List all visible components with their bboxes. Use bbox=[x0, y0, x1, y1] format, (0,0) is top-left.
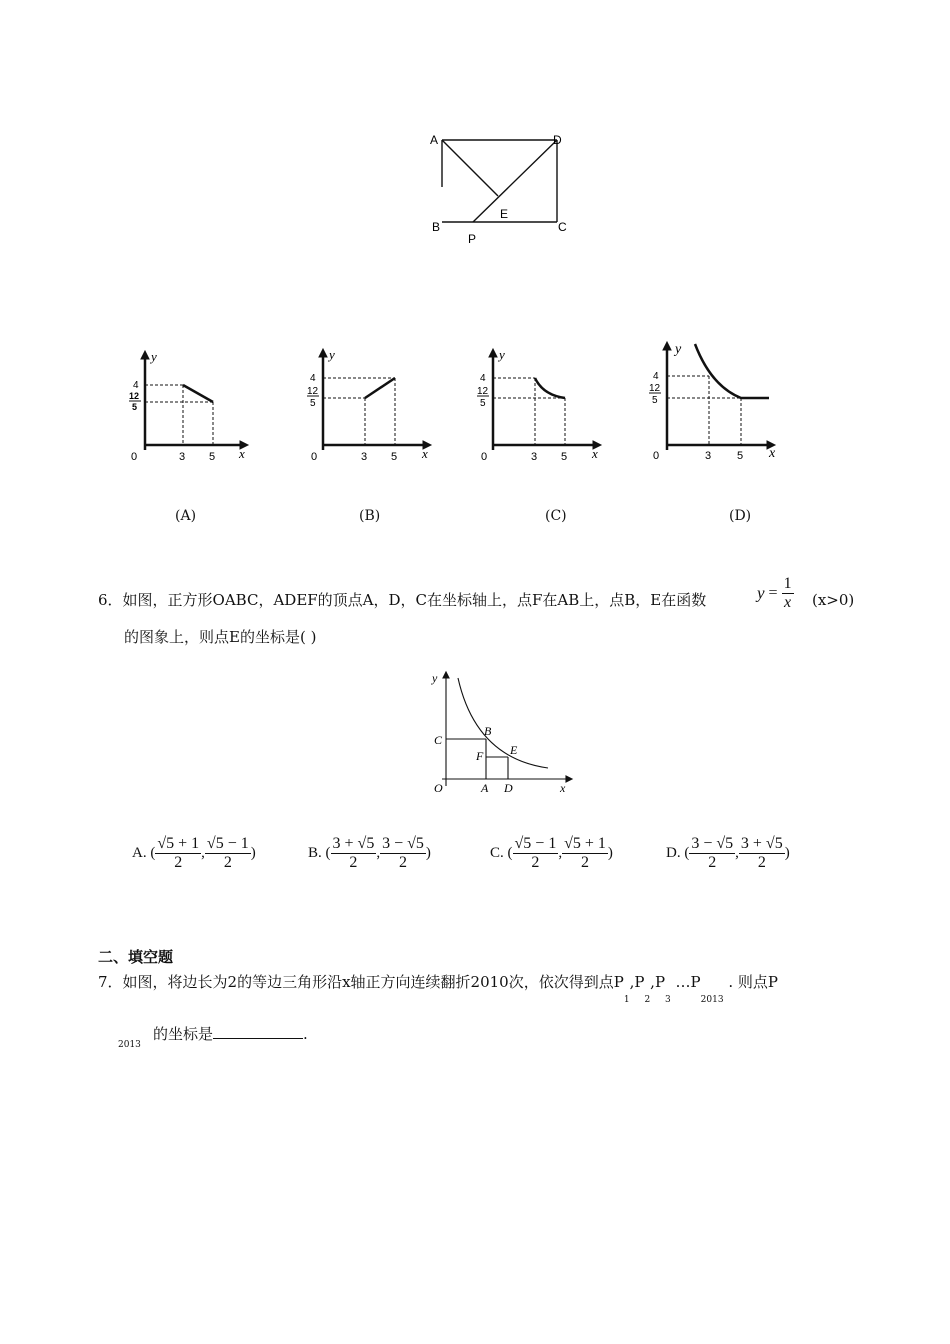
svg-text:0: 0 bbox=[131, 451, 138, 463]
graph-tag-a: (A) bbox=[175, 508, 197, 524]
q6-option-d[interactable]: D. ( $\frac{3 - √5}{2}$ , $\frac{3 + √5}{2}$ ) bbox=[666, 835, 790, 871]
label-C: C bbox=[558, 220, 567, 234]
q6-function: y = $\frac{1}{x}$ bbox=[757, 575, 792, 611]
q6-option-a[interactable]: A. ( $\frac{√5 + 1}{2}$ , $\frac{√5 - 1}{2}$ ) bbox=[132, 835, 256, 871]
svg-text:F: F bbox=[476, 749, 484, 763]
svg-text:5: 5 bbox=[391, 451, 398, 463]
svg-text:y: y bbox=[151, 349, 157, 364]
q6-line1: 6．如图，正方形OABC，ADEF的顶点A，D，C在坐标轴上，点F在AB上，点B，E在函数 bbox=[98, 591, 707, 609]
svg-text:4: 4 bbox=[653, 371, 659, 382]
svg-text:y: y bbox=[432, 671, 438, 685]
svg-text:4: 4 bbox=[480, 373, 486, 384]
q6-option-b[interactable]: B. ( $\frac{3 + √5}{2}$ , $\frac{3 - √5}{2}$ ) bbox=[308, 835, 431, 871]
q7-sub-2013: 2013 bbox=[118, 1040, 141, 1050]
svg-text:x: x bbox=[560, 781, 566, 795]
svg-text:x: x bbox=[239, 446, 245, 461]
svg-text:5: 5 bbox=[209, 451, 216, 463]
q7-line1: 7．如图，将边长为2的等边三角形沿x轴正方向连续翻折2010次，依次得到点$P_1,P_2,P_3$ $\dots P_{2013}$ . 则点P bbox=[98, 973, 778, 1005]
svg-text:0: 0 bbox=[481, 451, 488, 463]
graph-tag-b: (B) bbox=[359, 508, 381, 524]
svg-text:3: 3 bbox=[705, 450, 712, 462]
svg-text:4: 4 bbox=[310, 373, 316, 384]
graph-a bbox=[115, 345, 255, 470]
q6-line2: 的图象上，则点E的坐标是( ) bbox=[124, 628, 317, 646]
q6-figure bbox=[420, 668, 580, 803]
svg-text:4: 4 bbox=[133, 380, 139, 391]
svg-text:x: x bbox=[769, 446, 776, 461]
svg-text:3: 3 bbox=[179, 451, 186, 463]
svg-text:C: C bbox=[434, 733, 443, 747]
svg-text:5: 5 bbox=[652, 395, 658, 406]
graph-d bbox=[635, 340, 785, 470]
label-D: D bbox=[553, 133, 562, 147]
label-P: P bbox=[468, 232, 477, 246]
svg-text:y: y bbox=[499, 347, 505, 362]
graph-b bbox=[295, 345, 435, 470]
svg-text:0: 0 bbox=[653, 450, 660, 462]
svg-text:12: 12 bbox=[307, 386, 319, 397]
svg-text:5: 5 bbox=[737, 450, 744, 462]
svg-text:12: 12 bbox=[477, 386, 489, 397]
svg-text:12: 12 bbox=[129, 391, 140, 401]
section-title: 二、填空题 bbox=[98, 948, 174, 966]
svg-text:A: A bbox=[481, 781, 489, 795]
label-A: A bbox=[430, 133, 439, 147]
graph-tag-c: (C) bbox=[545, 508, 567, 524]
svg-text:y: y bbox=[329, 347, 335, 362]
svg-text:B: B bbox=[484, 724, 492, 738]
svg-text:O: O bbox=[434, 781, 443, 795]
svg-text:y: y bbox=[675, 342, 682, 357]
svg-text:5: 5 bbox=[132, 402, 138, 412]
svg-text:5: 5 bbox=[310, 398, 316, 409]
label-B: B bbox=[432, 220, 441, 234]
label-E: E bbox=[500, 207, 509, 221]
svg-text:E: E bbox=[510, 743, 518, 757]
svg-text:3: 3 bbox=[531, 451, 538, 463]
svg-text:0: 0 bbox=[311, 451, 318, 463]
graph-tag-d: (D) bbox=[729, 508, 752, 524]
answer-blank[interactable] bbox=[213, 1024, 303, 1039]
svg-text:5: 5 bbox=[561, 451, 568, 463]
svg-text:12: 12 bbox=[649, 383, 661, 394]
q7-line2: 的坐标是 . bbox=[153, 1025, 308, 1043]
svg-text:D: D bbox=[504, 781, 513, 795]
svg-text:x: x bbox=[422, 446, 428, 461]
svg-text:5: 5 bbox=[480, 398, 486, 409]
svg-text:3: 3 bbox=[361, 451, 368, 463]
graph-c bbox=[465, 345, 605, 470]
q6-condition: (x>0) bbox=[812, 591, 855, 609]
svg-text:x: x bbox=[592, 446, 598, 461]
q6-option-c[interactable]: C. ( $\frac{√5 - 1}{2}$ , $\frac{√5 + 1}{2}$ ) bbox=[490, 835, 613, 871]
rectangle-figure bbox=[420, 125, 580, 250]
